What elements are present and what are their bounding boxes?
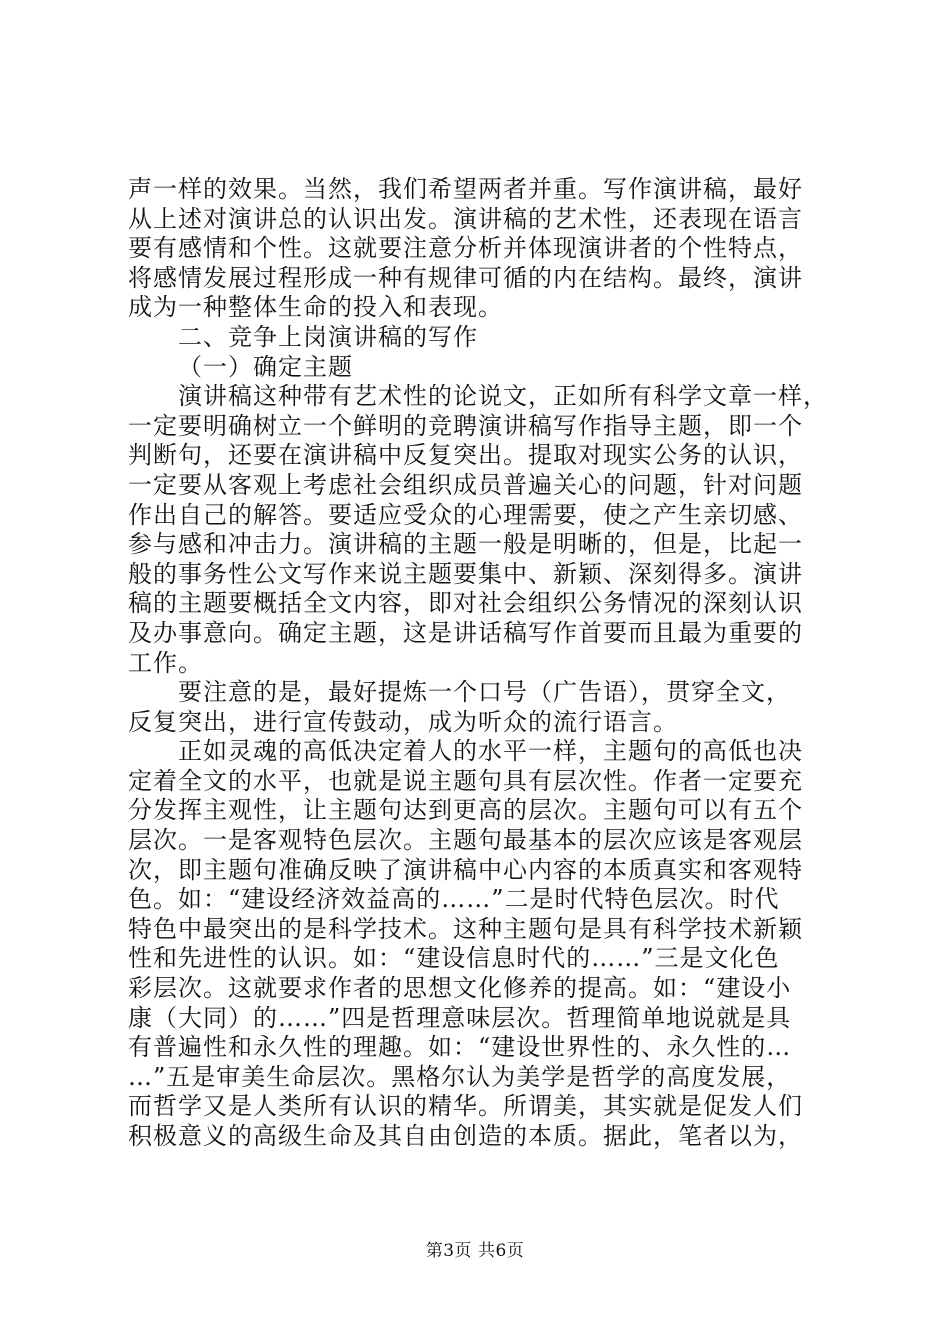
text-line: 正如灵魂的高低决定着人的水平一样，主题句的高低也决 <box>178 737 803 766</box>
text-line: 要注意的是，最好提炼一个口号（广告语），贯穿全文， <box>178 678 791 707</box>
text-line: 从上述对演讲总的认识出发。演讲稿的艺术性，还表现在语言 <box>128 204 803 233</box>
text-line: 及办事意向。确定主题，这是讲话稿写作首要而且最为重要的 <box>128 618 803 647</box>
text-line: 有普遍性和永久性的理趣。如：“建设世界性的、永久性的… <box>128 1033 792 1062</box>
text-line: 成为一种整体生命的投入和表现。 <box>128 293 503 322</box>
text-line: …”五是审美生命层次。黑格尔认为美学是哲学的高度发展， <box>128 1062 792 1091</box>
text-line: 彩层次。这就要求作者的思想文化修养的提高。如：“建设小 <box>128 974 792 1003</box>
text-line: 稿的主题要概括全文内容，即对社会组织公务情况的深刻认识 <box>128 589 803 618</box>
text-line: 特色中最突出的是科学技术。这种主题句是具有科学技术新颖 <box>128 914 803 943</box>
text-line: 要有感情和个性。这就要注意分析并体现演讲者的个性特点， <box>128 234 803 263</box>
text-line: 一定要明确树立一个鲜明的竞聘演讲稿写作指导主题，即一个 <box>128 411 803 440</box>
body-text <box>128 175 828 1152</box>
text-line: 工作。 <box>128 648 203 677</box>
text-line: 层次。一是客观特色层次。主题句最基本的层次应该是客观层 <box>128 826 803 855</box>
text-line: 积极意义的高级生命及其自由创造的本质。据此，笔者以为， <box>128 1122 803 1150</box>
text-line: 判断句，还要在演讲稿中反复突出。提取对现实公务的认识， <box>128 441 803 470</box>
text-line: 反复突出，进行宣传鼓动，成为听众的流行语言。 <box>128 707 678 736</box>
text-line: 性和先进性的认识。如：“建设信息时代的……”三是文化色 <box>128 944 780 973</box>
text-line: 色。如：“建设经济效益高的……”二是时代特色层次。时代 <box>128 885 780 914</box>
text-line: 演讲稿这种带有艺术性的论说文，正如所有科学文章一样， <box>178 382 828 411</box>
text-line: 一定要从客观上考虑社会组织成员普遍关心的问题，针对问题 <box>128 470 803 499</box>
text-line: 作出自己的解答。要适应受众的心理需要，使之产生亲切感、 <box>128 500 803 529</box>
text-line: 般的事务性公文写作来说主题要集中、新颖、深刻得多。演讲 <box>128 559 803 588</box>
text-line: 将感情发展过程形成一种有规律可循的内在结构。最终，演讲 <box>128 263 803 292</box>
text-line: （一）确定主题 <box>178 352 353 381</box>
text-line: 二、竞争上岗演讲稿的写作 <box>178 322 478 351</box>
text-line: 而哲学又是人类所有认识的精华。所谓美，其实就是促发人们 <box>128 1092 803 1121</box>
text-line: 声一样的效果。当然，我们希望两者并重。写作演讲稿，最好 <box>128 175 803 203</box>
text-line: 康（大同）的……”四是哲理意味层次。哲理简单地说就是具 <box>128 1003 792 1032</box>
text-line: 次，即主题句准确反映了演讲稿中心内容的本质真实和客观特 <box>128 855 803 884</box>
text-line: 定着全文的水平，也就是说主题句具有层次性。作者一定要充 <box>128 766 803 795</box>
text-line: 参与感和冲击力。演讲稿的主题一般是明晰的，但是，比起一 <box>128 530 803 559</box>
page-number-footer: 第3页 共6页 <box>425 1241 525 1261</box>
text-line: 分发挥主观性，让主题句达到更高的层次。主题句可以有五个 <box>128 796 803 825</box>
